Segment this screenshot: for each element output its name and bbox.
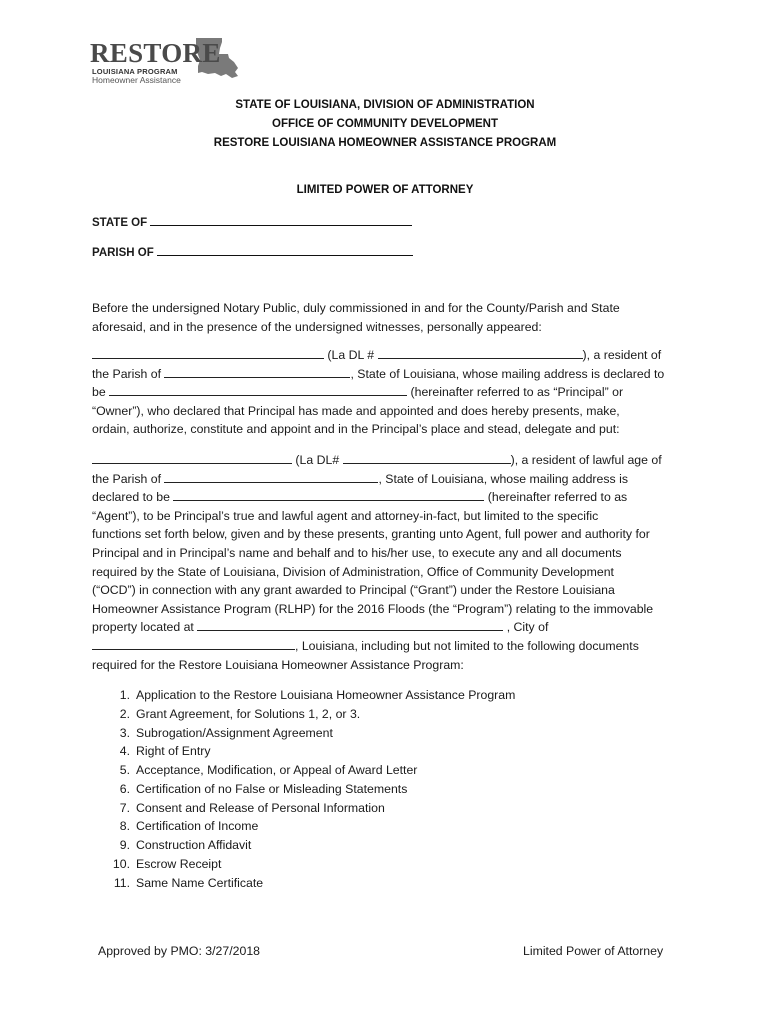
state-blank[interactable] (150, 213, 412, 226)
principal-parish-blank[interactable] (164, 365, 350, 378)
list-item-number: 2. (119, 706, 130, 721)
property-address-blank[interactable] (197, 618, 503, 631)
list-item-number: 4. (119, 744, 130, 759)
list-item (110, 724, 515, 743)
parish-label: PARISH OF (92, 247, 154, 259)
state-label: STATE OF (92, 217, 148, 229)
list-item (110, 742, 515, 761)
list-item-number: 5. (119, 763, 130, 777)
footer-approval: Approved by PMO: 3/27/2018 (98, 944, 261, 958)
header-line-2: OFFICE OF COMMUNITY DEVELOPMENT (272, 118, 498, 130)
list-item-number: 10. (112, 856, 130, 871)
list-item-text: Same Name Certificate (136, 875, 264, 890)
principal-name-blank[interactable] (92, 346, 324, 359)
intro-line: Before the undersigned Notary Public, duly commissioned in and for the County/Parish and State (92, 301, 620, 315)
list-item-text: Escrow Receipt (136, 856, 222, 871)
text: , Louisiana, including but not limited to the following documents (295, 638, 639, 653)
list-item-text: Certification of no False or Misleading Statements (136, 781, 408, 796)
agent-paragraph (92, 451, 682, 674)
agent-line: Homeowner Assistance Program (RLHP) for the 2016 Floods (the “Program”) relating to the immovable (92, 601, 654, 616)
agent-line: Principal and in Principal’s name and behalf and to his/her use, to execute any and all documents (92, 545, 622, 560)
agent-name-blank[interactable] (92, 451, 292, 464)
list-item-text: Subrogation/Assignment Agreement (136, 725, 333, 740)
agent-line: functions set forth below, given and by these presents, granting unto Agent, full power and authority for (92, 527, 650, 542)
list-item-text: Certification of Income (136, 819, 259, 834)
text: , City of (503, 620, 549, 635)
list-item (110, 761, 515, 780)
agent-address-blank[interactable] (173, 488, 484, 501)
list-item (110, 855, 515, 874)
agent-line: required for the Restore Louisiana Homeowner Assistance Program: (92, 657, 464, 672)
list-item-text: Grant Agreement, for Solutions 1, 2, or 3. (136, 706, 361, 721)
principal-dl-blank[interactable] (378, 346, 583, 359)
list-item (110, 705, 515, 724)
list-item-number: 9. (119, 838, 130, 852)
text: ), a resident of lawful age of (510, 453, 662, 467)
list-item (110, 686, 515, 705)
list-item-text: Acceptance, Modification, or Appeal of Award Letter (136, 763, 418, 777)
header-line-1: STATE OF LOUISIANA, DIVISION OF ADMINISTRATION (235, 99, 535, 111)
footer-title: Limited Power of Attorney (523, 944, 664, 958)
logo-wordmark: RESTORE (90, 38, 221, 68)
logo-subtitle-program: LOUISIANA PROGRAM (92, 67, 178, 76)
text: property located at (92, 620, 198, 635)
list-item-number: 6. (119, 781, 130, 796)
list-item-text: Construction Affidavit (136, 838, 252, 852)
list-item-text: Consent and Release of Personal Information (136, 800, 385, 815)
text: the Parish of (92, 366, 165, 381)
text: (hereinafter referred to as “Principal” or (407, 385, 624, 400)
header-line-3: RESTORE LOUISIANA HOMEOWNER ASSISTANCE PROGRAM (213, 137, 557, 149)
list-item-text: Application to the Restore Louisiana Homeowner Assistance Program (136, 688, 516, 702)
list-item (110, 817, 515, 836)
text: (La DL# (292, 453, 343, 467)
principal-line: “Owner”), who declared that Principal has made and appointed and does hereby presents, make, (92, 403, 620, 418)
list-item-text: Right of Entry (136, 744, 211, 759)
parish-blank[interactable] (157, 243, 413, 256)
agent-line: required by the State of Louisiana, Division of Administration, Office of Community Development (92, 564, 614, 579)
list-item (110, 836, 515, 855)
text: (hereinafter referred to as (484, 490, 628, 505)
intro-paragraph (92, 299, 682, 336)
agent-parish-blank[interactable] (164, 470, 378, 483)
logo-subtitle-assistance: Homeowner Assistance (92, 75, 181, 85)
state-field (92, 213, 412, 229)
principal-address-blank[interactable] (109, 383, 407, 396)
list-item (110, 874, 515, 893)
agent-dl-blank[interactable] (343, 451, 511, 464)
property-city-blank[interactable] (92, 637, 295, 650)
agent-line: “Agent”), to be Principal’s true and lawful agent and attorney-in-fact, but limited to the specific (92, 508, 599, 523)
list-item-number: 8. (119, 819, 130, 834)
list-item-number: 3. (119, 725, 130, 740)
restore-louisiana-logo (90, 40, 240, 84)
text: the Parish of (92, 471, 165, 486)
text: declared to be (92, 490, 174, 505)
text: (La DL # (324, 348, 378, 362)
list-item (110, 799, 515, 818)
text: ), a resident of (582, 348, 662, 362)
text: , State of Louisiana, whose mailing address is (378, 471, 628, 486)
text: , State of Louisiana, whose mailing address is declared to (350, 366, 665, 381)
principal-paragraph (92, 346, 682, 439)
principal-line: ordain, authorize, constitute and appoint and in the Principal’s place and stead, delegate and put: (92, 422, 620, 437)
list-item-number: 1. (119, 688, 130, 702)
intro-line: aforesaid, and in the presence of the undersigned witnesses, personally appeared: (92, 319, 542, 334)
list-item-number: 7. (119, 800, 130, 815)
agent-line: (“OCD”) in connection with any grant awarded to Principal (“Grant”) under the Restore Louisiana (92, 583, 615, 598)
list-item-number: 11. (113, 875, 130, 890)
required-documents-list (110, 686, 515, 892)
document-title: LIMITED POWER OF ATTORNEY (296, 184, 474, 196)
parish-field (92, 243, 413, 259)
text: be (92, 385, 110, 400)
list-item (110, 780, 515, 799)
